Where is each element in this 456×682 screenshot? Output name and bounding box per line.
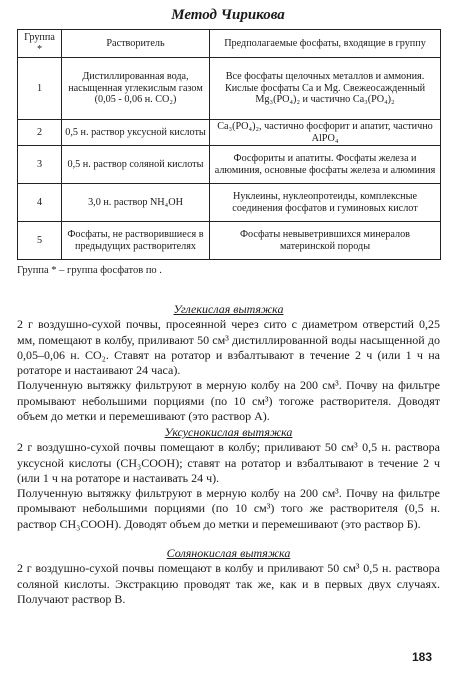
cell-solvent: 0,5 н. раствор соляной кислоты	[62, 146, 210, 184]
section-hydrochloric	[17, 546, 440, 607]
table-header-row	[18, 30, 441, 58]
cell-phosphates: Фосфаты невыветрившихся минералов материнской породы	[210, 222, 441, 260]
paragraph: 2 г воздушно-сухой почвы помещают в колбу; приливают 50 см³ 0,5 н. раствора уксусной кислоты (CH₃COOH); ставят на ротатор и взбалтывают в течение 2 ч (или 1 ч на ротаторе и настаивать 24 ч).	[17, 440, 440, 485]
header-group: Группа *	[18, 30, 62, 58]
table-row	[18, 58, 441, 120]
table-row	[18, 184, 441, 222]
cell-phosphates: Фосфориты и апатиты. Фосфаты железа и алюминия, основные фосфаты железа и алюминия	[210, 146, 441, 184]
cell-phosphates: Нуклеины, нуклеопротеиды, комплексные соединения фосфатов и гуминовых кислот	[210, 184, 441, 222]
cell-group: 4	[18, 184, 62, 222]
phosphate-table	[17, 29, 441, 260]
cell-phosphates: Все фосфаты щелочных металлов и аммония. Кислые фосфаты Ca и Mg. Свежеосажденный Mg₃(PO₄)₂ и частично Ca₃(PO₄)₂	[210, 58, 441, 120]
table-row	[18, 146, 441, 184]
page-number: 183	[411, 650, 432, 664]
table-footnote: Группа * – группа фосфатов по .	[17, 265, 162, 276]
paragraph: Полученную вытяжку фильтруют в мерную колбу на 200 см³. Почву на фильтре промывают небольшими порциями (по 10 см³) тогоже растворителя. Доводят объем до метки и перемешивают (это раствор А).	[17, 378, 440, 424]
cell-solvent: Фосфаты, не растворившиеся в предыдущих растворителях	[62, 222, 210, 260]
paragraph: 2 г воздушно-сухой почвы помещают в колбу и приливают 50 см³ 0,5 н. раствора соляной кислоты. Экстракцию проводят так же, как и в первых двух случаях. Получают раствор В.	[17, 561, 440, 606]
cell-solvent: 0,5 н. раствор уксусной кислоты	[62, 120, 210, 146]
table-row	[18, 222, 441, 260]
cell-solvent: Дистиллированная вода, насыщенная углекислым газом (0,05 - 0,06 н. CO₂)	[62, 58, 210, 120]
section-carbonic	[17, 302, 440, 424]
section-title: Уксуснокислая вытяжка	[164, 425, 293, 439]
page-title: Метод Чирикова	[171, 7, 285, 23]
cell-phosphates: Ca₃(PO₄)₂, частично фосфорит и апатит, частично AlPO₄	[210, 120, 441, 146]
table-row	[18, 120, 441, 146]
section-title: Углекислая вытяжка	[173, 302, 284, 316]
cell-group: 2	[18, 120, 62, 146]
cell-group: 1	[18, 58, 62, 120]
header-solvent: Растворитель	[62, 30, 210, 58]
section-acetic	[17, 425, 440, 532]
cell-solvent: 3,0 н. раствор NH₄OH	[62, 184, 210, 222]
paragraph: Полученную вытяжку фильтруют в мерную колбу на 200 см³. Почву на фильтре промывают небольшими порциями (по 10 см³) того же растворителя (0,5 н. раствор CH₃COOH). Доводят объем до метки и перемешивают (это раствор Б).	[17, 486, 440, 531]
cell-group: 5	[18, 222, 62, 260]
header-phosphates: Предполагаемые фосфаты, входящие в группу	[210, 30, 441, 58]
cell-group: 3	[18, 146, 62, 184]
paragraph: 2 г воздушно-сухой почвы, просеянной через сито с диаметром отверстий 0,25 мм, помещают в колбу, приливают 50 см³ дистиллированной воды насыщенной до 0,05–0,06 н. CO₂. Ставят на ротатор и взбалтывают в течение 2 ч (или 1 ч на ротаторе и настаивают 24 часа).	[17, 317, 440, 378]
section-title: Солянокислая вытяжка	[166, 546, 291, 560]
